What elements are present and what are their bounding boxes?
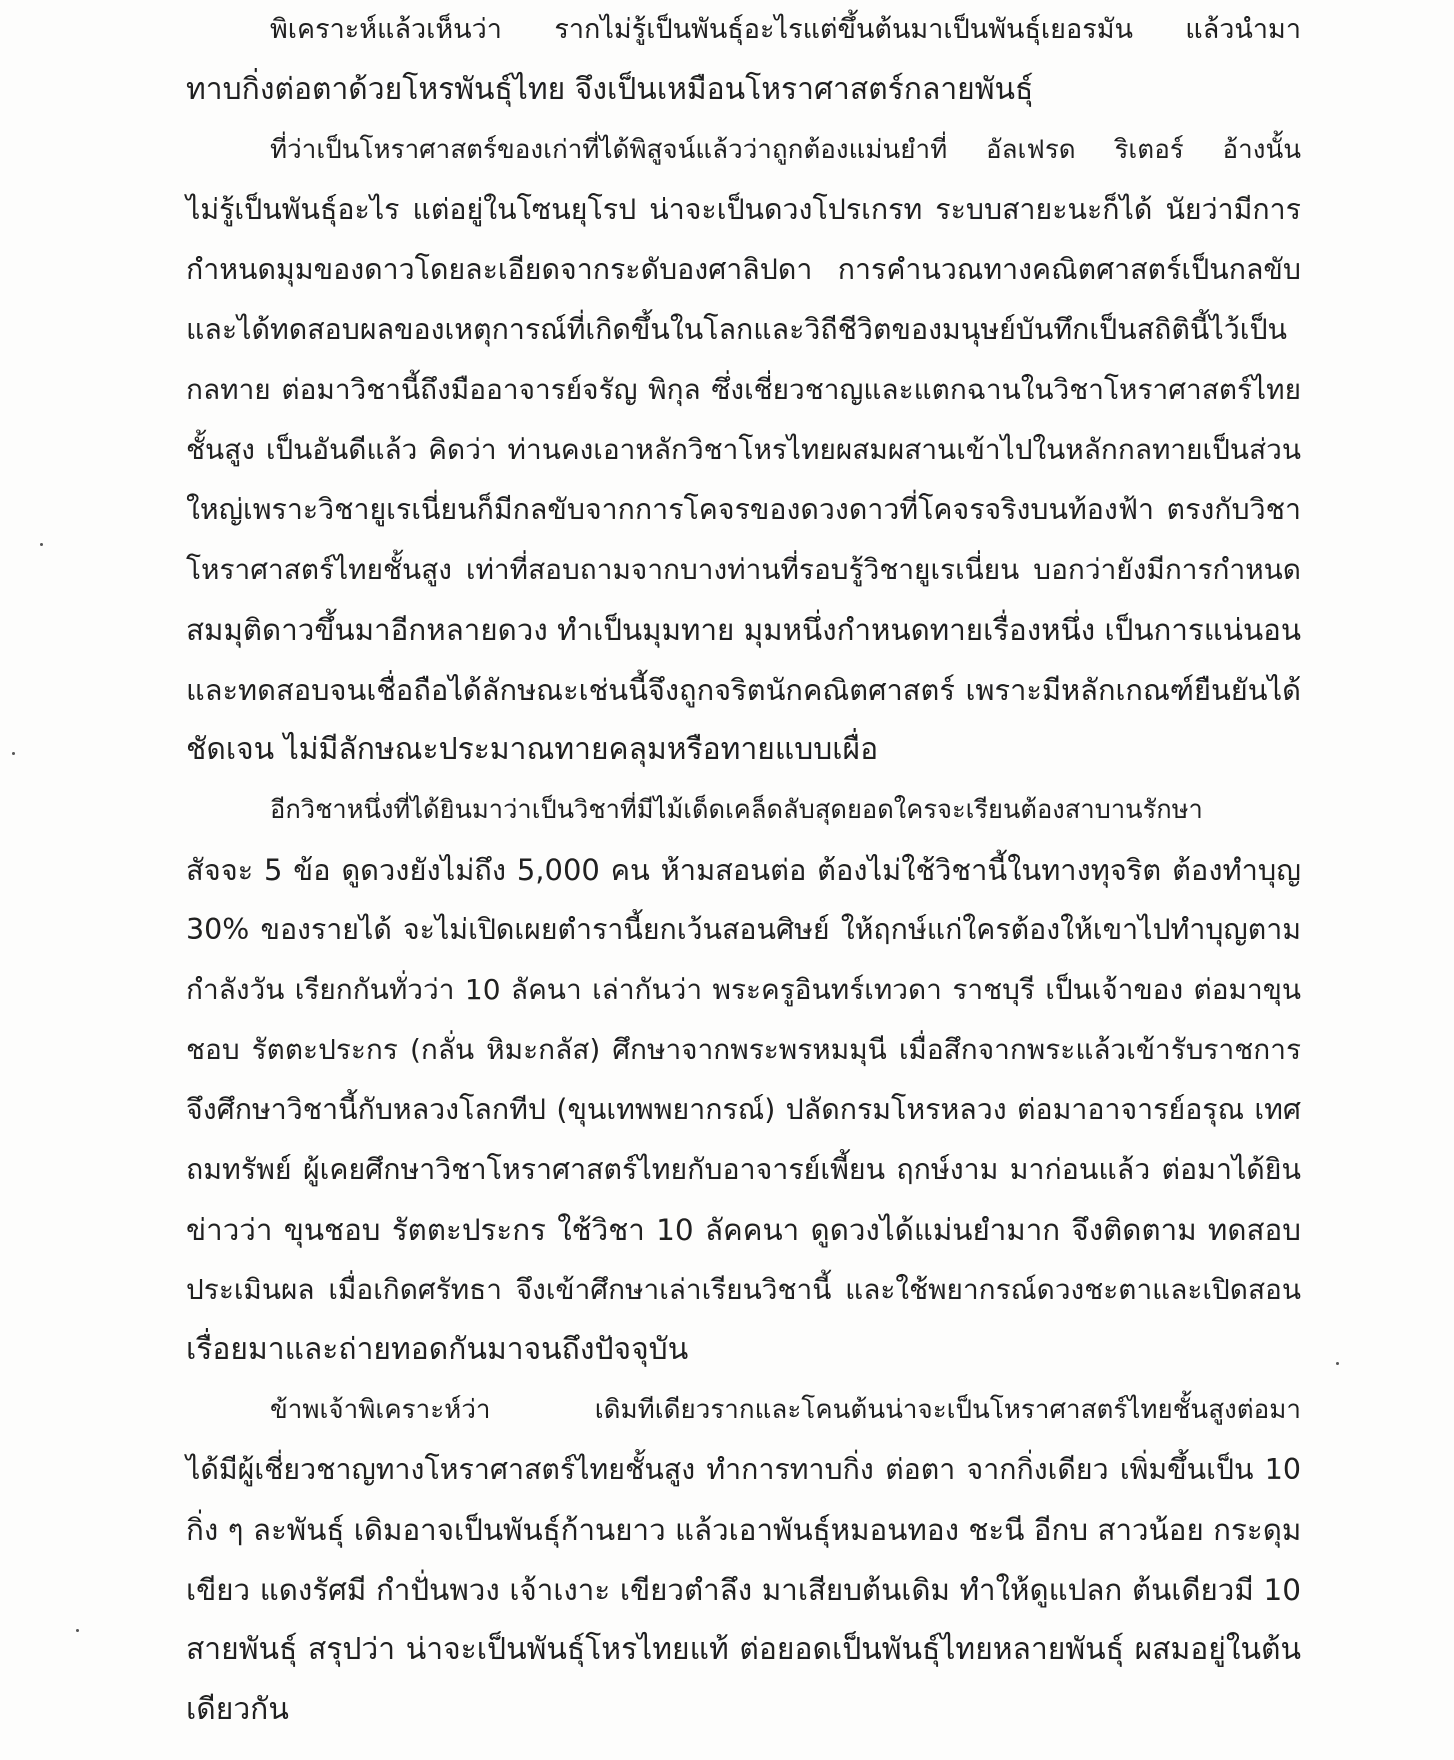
paragraph-4 xyxy=(186,1380,1301,1740)
text-line: และทดสอบจนเชื่อถือได้ลักษณะเช่นนี้จึงถูกจริตนักคณิตศาสตร์ เพราะมีหลักเกณฑ์ยืนยันได้ xyxy=(186,673,1301,707)
text-line: ใหญ่เพราะวิชายูเรเนี่ยนก็มีกลขับจากการโคจรของดวงดาวที่โคจรจริงบนท้องฟ้า ตรงกับวิชา xyxy=(186,493,1301,526)
paragraph-2 xyxy=(186,120,1301,780)
scan-speck xyxy=(1336,1362,1339,1365)
text-line: ข้าพเจ้าพิเคราะห์ว่า เดิมทีเดียวรากและโคนต้นน่าจะเป็นโหราศาสตร์ไทยชั้นสูงต่อมา xyxy=(270,1395,1301,1425)
paragraph-3 xyxy=(186,780,1301,1380)
text-line: 30% ของรายได้ จะไม่เปิดเผยตำรานี้ยกเว้นสอนศิษย์ ให้ฤกษ์แก่ใครต้องให้เขาไปทำบุญตาม xyxy=(186,913,1301,946)
paragraph-1 xyxy=(186,0,1301,120)
text-line: กำลังวัน เรียกกันทั่วว่า 10 ลัคนา เล่ากันว่า พระครูอินทร์เทวดา ราชบุรี เป็นเจ้าของ ต่อมาขุน xyxy=(186,973,1301,1006)
scan-speck xyxy=(40,543,43,546)
text-line: สัจจะ 5 ข้อ ดูดวงยังไม่ถึง 5,000 คน ห้ามสอนต่อ ต้องไม่ใช้วิชานี้ในทางทุจริต ต้องทำบุญ xyxy=(186,853,1301,887)
text-line: ถมทรัพย์ ผู้เคยศึกษาวิชาโหราศาสตร์ไทยกับอาจารย์เพี้ยน ฤกษ์งาม มาก่อนแล้ว ต่อมาได้ยิน xyxy=(186,1153,1301,1186)
text-line: กิ่ง ๆ ละพันธุ์ เดิมอาจเป็นพันธุ์ก้านยาว แล้วเอาพันธุ์หมอนทอง ชะนี อีกบ สาวน้อย กระดุม xyxy=(186,1513,1302,1547)
text-line: พิเคราะห์แล้วเห็นว่า รากไม่รู้เป็นพันธุ์อะไรแต่ขึ้นต้นมาเป็นพันธุ์เยอรมัน แล้วนำมา xyxy=(270,14,1301,45)
text-line: จึงศึกษาวิชานี้กับหลวงโลกทีป (ขุนเทพพยากรณ์) ปลัดกรมโหรหลวง ต่อมาอาจารย์อรุณ เทศ xyxy=(186,1093,1301,1126)
text-line: สมมุติดาวขึ้นมาอีกหลายดวง ทำเป็นมุมทาย มุมหนึ่งกำหนดทายเรื่องหนึ่ง เป็นการแน่นอน xyxy=(186,613,1302,647)
text-line: ที่ว่าเป็นโหราศาสตร์ของเก่าที่ได้พิสูจน์แล้วว่าถูกต้องแม่นยำที่ อัลเฟรด ริเตอร์ อ้างนั้น xyxy=(270,135,1301,165)
text-line: ประเมินผล เมื่อเกิดศรัทธา จึงเข้าศึกษาเล่าเรียนวิชานี้ และใช้พยากรณ์ดวงชะตาและเปิดสอน xyxy=(186,1273,1301,1306)
text-line: เดียวกัน xyxy=(186,1692,289,1727)
text-line: เขียว แดงรัศมี กำปั่นพวง เจ้าเงาะ เขียวตำลึง มาเสียบต้นเดิม ทำให้ดูแปลก ต้นเดียวมี 10 xyxy=(186,1573,1301,1607)
document-body xyxy=(186,0,1301,1740)
text-line: สายพันธุ์ สรุปว่า น่าจะเป็นพันธุ์โหรไทยแท้ ต่อยอดเป็นพันธุ์ไทยหลายพันธุ์ ผสมอยู่ในต้น xyxy=(186,1632,1301,1667)
text-line: เรื่อยมาและถ่ายทอดกันมาจนถึงปัจจุบัน xyxy=(186,1332,689,1367)
text-line: ข่าวว่า ขุนชอบ รัตตะประกร ใช้วิชา 10 ลัคคนา ดูดวงได้แม่นยำมาก จึงติดตาม ทดสอบ xyxy=(186,1213,1301,1247)
text-line: ชั้นสูง เป็นอันดีแล้ว คิดว่า ท่านคงเอาหลักวิชาโหรไทยผสมผสานเข้าไปในหลักกลทายเป็นส่วน xyxy=(186,433,1301,466)
text-line: กำหนดมุมของดาวโดยละเอียดจากระดับองศาลิปดา การคำนวณทางคณิตศาสตร์เป็นกลขับ xyxy=(186,253,1301,286)
text-line: โหราศาสตร์ไทยชั้นสูง เท่าที่สอบถามจากบางท่านที่รอบรู้วิชายูเรเนี่ยน บอกว่ายังมีการกำหนด xyxy=(186,553,1301,586)
text-line: กลทาย ต่อมาวิชานี้ถึงมืออาจารย์จรัญ พิกุล ซึ่งเชี่ยวชาญและแตกฉานในวิชาโหราศาสตร์ไทย xyxy=(186,373,1301,406)
scan-speck xyxy=(76,1629,79,1632)
text-line: และได้ทดสอบผลของเหตุการณ์ที่เกิดขึ้นในโลกและวิถีชีวิตของมนุษย์บันทึกเป็นสถิตินี้ไว้เป็น xyxy=(186,313,1288,346)
text-line: อีกวิชาหนึ่งที่ได้ยินมาว่าเป็นวิชาที่มีไม้เด็ดเคล็ดลับสุดยอดใครจะเรียนต้องสาบานรักษา xyxy=(270,795,1203,825)
text-line: ทาบกิ่งต่อตาด้วยโหรพันธุ์ไทย จึงเป็นเหมือนโหราศาสตร์กลายพันธุ์ xyxy=(186,72,1034,107)
text-line: ชอบ รัตตะประกร (กลั่น หิมะกลัส) ศึกษาจากพระพรหมมุนี เมื่อสึกจากพระแล้วเข้ารับราชการ xyxy=(186,1033,1301,1066)
text-line: ได้มีผู้เชี่ยวชาญทางโหราศาสตร์ไทยชั้นสูง ทำการทาบกิ่ง ต่อตา จากกิ่งเดียว เพิ่มขึ้นเป็น 10 xyxy=(186,1453,1301,1486)
text-line: ชัดเจน ไม่มีลักษณะประมาณทายคลุมหรือทายแบบเผื่อ xyxy=(186,732,879,767)
scan-speck xyxy=(12,752,15,755)
text-line: ไม่รู้เป็นพันธุ์อะไร แต่อยู่ในโซนยุโรป น่าจะเป็นดวงโปรเกรท ระบบสายะนะก็ได้ นัยว่ามีการ xyxy=(186,193,1301,226)
